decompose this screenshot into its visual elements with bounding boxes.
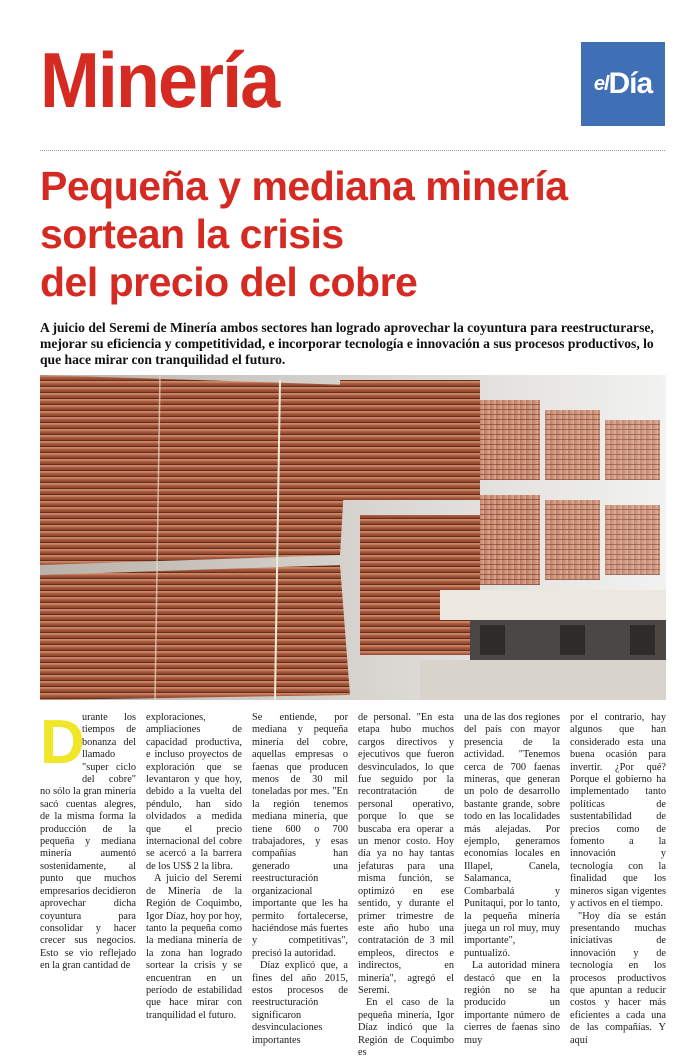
logo-prefix: el — [593, 72, 609, 95]
headline-line: Pequeña y mediana minería — [40, 163, 568, 209]
article-text: En el caso de la pequeña minería, Igor Díaz indicó que la Región de Coquimbo es — [358, 997, 454, 1058]
article-text: urante los tiempos de bonanza del llamado "super ciclo del cobre" no sólo la gran minería sacó cuentas alegres, de la misma forma la producción de la pequeña y mediana minería aumentó sostenidamente, al punto que muchos empresarios decidieron aprovechar dicha coyuntura para consolidar y hacer crecer sus negocios. Esto se vio reflejado en la gran cantidad de — [40, 712, 136, 972]
article-text: Se entiende, por mediana y pequeña minería del cobre, aquellas empresas o faenas que producen menos de 30 mil toneladas por mes. "En la región tenemos mediana minería, que tiene 600 o 700 trabajadores, y esas compañías han generado una reestructuración organizacional importante que les ha permito fortalecerse, haciéndose más fuertes y competitivas", precisó la autoridad. — [252, 712, 348, 959]
article-column-6 — [570, 712, 666, 1046]
article-text: "Hoy día se están presentando muchas iniciativas de innovación y de tecnología en los procesos productivos que apuntan a reducir costos y hacer más eficientes a cada una de las compañías. Y aquí — [570, 910, 666, 1046]
article-column-1 — [40, 708, 136, 972]
article-column-2 — [146, 712, 242, 1021]
section-title: Minería — [40, 36, 279, 124]
headline-line: del precio del cobre — [40, 259, 418, 305]
headline-line: sortean la crisis — [40, 211, 344, 257]
article-text: por el contrario, hay algunos que han considerado esta una buena ocasión para invertir. ¿Por qué? Porque el gobierno ha implementado tanto políticas de sustentabilidad de precios como de fomento a la innovación y tecnología con la finalidad que los mineros sigan vigentes y activos en el tiempo. — [570, 712, 666, 910]
photo-illustration — [40, 375, 666, 700]
article-text: exploraciones, ampliaciones de capacidad productiva, e incluso proyectos de exploración que se levantaron y que hoy, debido a la vuelta del péndulo, han sido olvidados a medida que el precio internacional del cobre se acercó a la barrera de los US$ 2 la libra. — [146, 712, 242, 872]
copper-cathodes-photo — [40, 375, 666, 700]
lead-paragraph: A juicio del Seremi de Minería ambos sectores han logrado aprovechar la coyuntura para reestructurarse, mejorar su eficiencia y competitividad, e incorporar tecnología e innovación a sus procesos productivos, lo que hace mirar con tranquilidad el futuro. — [40, 320, 654, 367]
header-divider — [40, 150, 665, 151]
logo-name: Día — [608, 67, 653, 100]
article-column-4 — [358, 712, 454, 1058]
headline — [40, 162, 665, 306]
article-text: de personal. "En esta etapa hubo muchos cargos directivos y ejecutivos que fueron desvinculados, lo que fue seguido por la recontratación de personal operativo, porque lo que se buscaba era operar a un menor costo. Hoy día ya no hay tantas jefaturas para una misma función, se optimizó en ese sentido, y durante el primer trimestre de este año hubo una contratación de 3 mil empleos, directos e indirectos, en minería", agregó el Seremi. — [358, 712, 454, 996]
article-column-3 — [252, 712, 348, 1046]
article-column-5 — [464, 712, 560, 1046]
drop-cap: D — [40, 708, 85, 777]
article-text: una de las dos regiones del país con mayor presencia de la actividad. "Tenemos cerca de 700 faenas mineras, que generan un polo de desarrollo bastante grande, sobre todo en las localidades más alejadas. Por ejemplo, generamos economías locales en Illapel, Canela, Salamanca, Combarbalá y Punitaqui, por lo tanto, la pequeña minería juega un rol muy, muy importante", puntualizó. — [464, 712, 560, 959]
article-text: Díaz explicó que, a fines del año 2015, estos procesos de reestructuración significaron desvinculaciones importantes — [252, 960, 348, 1046]
article-text: La autoridad minera destacó que en la región no se ha producido un importante número de cierres de faenas sino muy — [464, 960, 560, 1046]
newspaper-logo — [581, 42, 665, 126]
article-text: A juicio del Seremi de Minería de la Región de Coquimbo, Igor Díaz, hoy por hoy, tanto la pequeña como la mediana minería de la zona han logrado sortear la crisis y se encuentran en un período de estabilidad que hace mirar con tranquilidad el futuro. — [146, 873, 242, 1021]
